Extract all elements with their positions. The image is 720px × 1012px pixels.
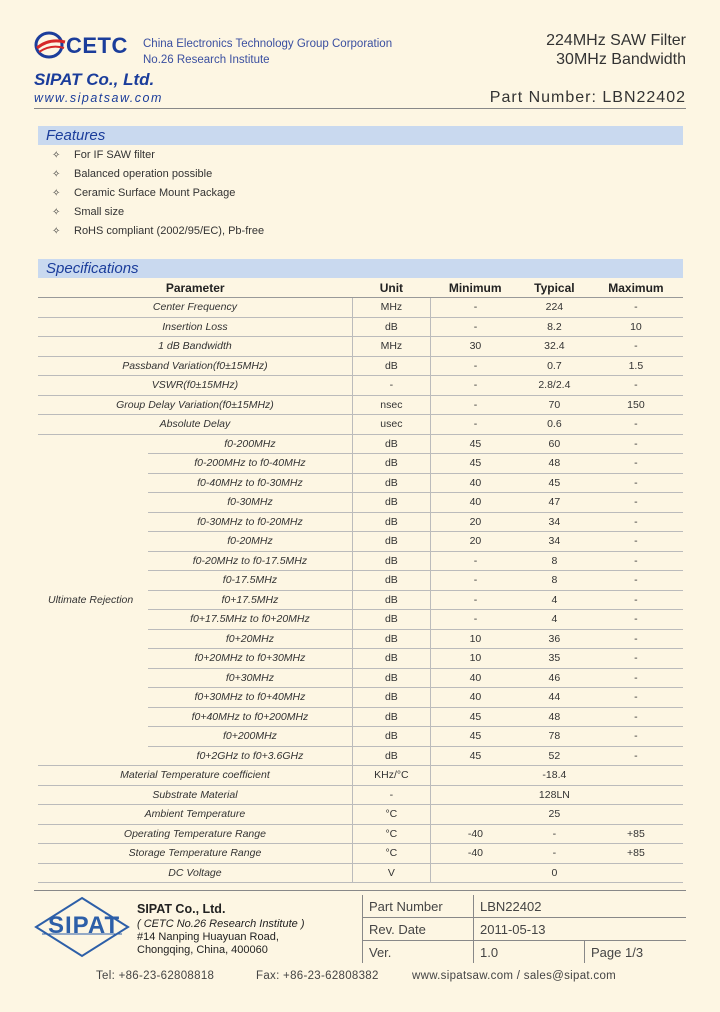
- unit-cell: dB: [352, 629, 430, 649]
- header-minimum: Minimum: [430, 278, 520, 298]
- min-cell: 10: [430, 649, 520, 669]
- unit-cell: MHz: [352, 337, 430, 357]
- unit-cell: dB: [352, 688, 430, 708]
- param-cell: f0-20MHz: [148, 532, 352, 552]
- max-cell: [589, 766, 683, 786]
- part-number: Part Number: LBN22402: [489, 89, 686, 106]
- min-cell: [430, 863, 520, 883]
- max-cell: 150: [589, 395, 683, 415]
- max-cell: -: [589, 493, 683, 513]
- unit-cell: -: [352, 376, 430, 396]
- table-row: [38, 766, 683, 786]
- max-cell: 1.5: [589, 356, 683, 376]
- typ-cell: -: [520, 824, 589, 844]
- unit-cell: MHz: [352, 298, 430, 318]
- info-page: Page 1/3: [585, 941, 687, 964]
- table-row: [38, 805, 683, 825]
- typ-cell: 48: [520, 454, 589, 474]
- feature-item: [52, 149, 155, 161]
- table-row: [38, 376, 683, 396]
- min-cell: -: [430, 610, 520, 630]
- unit-cell: KHz/°C: [352, 766, 430, 786]
- unit-cell: dB: [352, 317, 430, 337]
- min-cell: 40: [430, 473, 520, 493]
- unit-cell: °C: [352, 824, 430, 844]
- max-cell: -: [589, 512, 683, 532]
- company-name: SIPAT Co., Ltd.: [34, 70, 155, 89]
- param-cell: f0+17.5MHz: [148, 590, 352, 610]
- typ-cell: 44: [520, 688, 589, 708]
- min-cell: -40: [430, 824, 520, 844]
- param-cell: f0-30MHz: [148, 493, 352, 513]
- header-divider: [34, 108, 686, 109]
- unit-cell: dB: [352, 610, 430, 630]
- unit-cell: dB: [352, 454, 430, 474]
- typ-cell: 46: [520, 668, 589, 688]
- min-cell: -: [430, 395, 520, 415]
- param-cell: Substrate Material: [38, 785, 352, 805]
- max-cell: [589, 863, 683, 883]
- typ-cell: -18.4: [520, 766, 589, 786]
- footer-fax: Fax: +86-23-62808382: [256, 970, 379, 982]
- typ-cell: 4: [520, 590, 589, 610]
- footer-address-2: Chongqing, China, 400060: [137, 944, 268, 956]
- unit-cell: dB: [352, 473, 430, 493]
- param-cell: f0+2GHz to f0+3.6GHz: [148, 746, 352, 766]
- info-part-value: LBN22402: [474, 895, 687, 918]
- unit-cell: -: [352, 785, 430, 805]
- document-info-table: [362, 895, 686, 963]
- param-cell: Insertion Loss: [38, 317, 352, 337]
- footer-tel: Tel: +86-23-62808818: [96, 970, 215, 982]
- min-cell: 20: [430, 532, 520, 552]
- min-cell: 45: [430, 707, 520, 727]
- param-cell: f0+30MHz to f0+40MHz: [148, 688, 352, 708]
- feature-item: [52, 187, 235, 199]
- product-title-line-2: 30MHz Bandwidth: [556, 51, 686, 68]
- min-cell: -: [430, 590, 520, 610]
- feature-text: Balanced operation possible: [74, 168, 213, 180]
- table-row: [38, 863, 683, 883]
- max-cell: -: [589, 629, 683, 649]
- max-cell: -: [589, 551, 683, 571]
- unit-cell: dB: [352, 434, 430, 454]
- feature-item: [52, 206, 124, 218]
- unit-cell: nsec: [352, 395, 430, 415]
- unit-cell: °C: [352, 844, 430, 864]
- param-cell: DC Voltage: [38, 863, 352, 883]
- max-cell: +85: [589, 824, 683, 844]
- unit-cell: dB: [352, 532, 430, 552]
- min-cell: 40: [430, 668, 520, 688]
- unit-cell: V: [352, 863, 430, 883]
- max-cell: +85: [589, 844, 683, 864]
- typ-cell: 70: [520, 395, 589, 415]
- table-row: [38, 298, 683, 318]
- corporation-line-1: China Electronics Technology Group Corporation: [143, 38, 393, 50]
- max-cell: -: [589, 590, 683, 610]
- unit-cell: dB: [352, 649, 430, 669]
- param-cell: Center Frequency: [38, 298, 352, 318]
- typ-cell: 48: [520, 707, 589, 727]
- param-cell: Material Temperature coefficient: [38, 766, 352, 786]
- param-cell: Operating Temperature Range: [38, 824, 352, 844]
- param-cell: Ambient Temperature: [38, 805, 352, 825]
- max-cell: -: [589, 473, 683, 493]
- typ-cell: 60: [520, 434, 589, 454]
- max-cell: -: [589, 337, 683, 357]
- typ-cell: 0.6: [520, 415, 589, 435]
- min-cell: 45: [430, 727, 520, 747]
- table-row: [38, 824, 683, 844]
- param-cell: f0+40MHz to f0+200MHz: [148, 707, 352, 727]
- info-row-part: [363, 895, 687, 918]
- typ-cell: 45: [520, 473, 589, 493]
- typ-cell: 34: [520, 532, 589, 552]
- unit-cell: dB: [352, 571, 430, 591]
- bullet-icon: ✧: [52, 169, 61, 180]
- info-part-label: Part Number: [363, 895, 474, 918]
- max-cell: -: [589, 649, 683, 669]
- info-row-ver: [363, 941, 687, 964]
- param-cell: f0-20MHz to f0-17.5MHz: [148, 551, 352, 571]
- typ-cell: 8: [520, 551, 589, 571]
- feature-text: Ceramic Surface Mount Package: [74, 187, 236, 199]
- max-cell: -: [589, 688, 683, 708]
- param-cell: Passband Variation(f0±15MHz): [38, 356, 352, 376]
- max-cell: -: [589, 532, 683, 552]
- info-row-rev: [363, 918, 687, 941]
- typ-cell: 47: [520, 493, 589, 513]
- info-rev-label: Rev. Date: [363, 918, 474, 941]
- min-cell: -: [430, 356, 520, 376]
- unit-cell: dB: [352, 590, 430, 610]
- typ-cell: 34: [520, 512, 589, 532]
- param-cell: Storage Temperature Range: [38, 844, 352, 864]
- table-header-row: [38, 278, 683, 298]
- typ-cell: 0.7: [520, 356, 589, 376]
- max-cell: -: [589, 454, 683, 474]
- header-unit: Unit: [352, 278, 430, 298]
- min-cell: -: [430, 415, 520, 435]
- max-cell: -: [589, 434, 683, 454]
- typ-cell: 128LN: [520, 785, 589, 805]
- min-cell: 10: [430, 629, 520, 649]
- param-cell: f0+20MHz: [148, 629, 352, 649]
- header-maximum: Maximum: [589, 278, 683, 298]
- param-cell: f0-40MHz to f0-30MHz: [148, 473, 352, 493]
- cetc-swoosh-icon: [34, 30, 68, 60]
- typ-cell: 224: [520, 298, 589, 318]
- param-cell: f0+30MHz: [148, 668, 352, 688]
- info-rev-value: 2011-05-13: [474, 918, 687, 941]
- max-cell: [589, 785, 683, 805]
- footer-company: SIPAT Co., Ltd.: [137, 902, 226, 916]
- param-cell: f0-200MHz: [148, 434, 352, 454]
- max-cell: 10: [589, 317, 683, 337]
- max-cell: -: [589, 610, 683, 630]
- max-cell: [589, 805, 683, 825]
- param-cell: Absolute Delay: [38, 415, 352, 435]
- param-cell: f0+200MHz: [148, 727, 352, 747]
- table-row: [38, 356, 683, 376]
- max-cell: -: [589, 415, 683, 435]
- min-cell: 45: [430, 434, 520, 454]
- min-cell: -: [430, 376, 520, 396]
- corporation-line-2: No.26 Research Institute: [143, 54, 270, 66]
- typ-cell: 52: [520, 746, 589, 766]
- footer-web-mail[interactable]: www.sipatsaw.com / sales@sipat.com: [412, 970, 617, 982]
- typ-cell: 25: [520, 805, 589, 825]
- param-cell: f0-30MHz to f0-20MHz: [148, 512, 352, 532]
- table-row: [38, 785, 683, 805]
- max-cell: -: [589, 668, 683, 688]
- typ-cell: 78: [520, 727, 589, 747]
- param-cell: Group Delay Variation(f0±15MHz): [38, 395, 352, 415]
- feature-text: For IF SAW filter: [74, 149, 155, 161]
- corporation-name: [143, 36, 392, 68]
- info-ver-value: 1.0: [474, 941, 585, 964]
- unit-cell: dB: [352, 551, 430, 571]
- bullet-icon: ✧: [52, 188, 61, 199]
- min-cell: 45: [430, 746, 520, 766]
- typ-cell: 35: [520, 649, 589, 669]
- min-cell: [430, 785, 520, 805]
- min-cell: 40: [430, 493, 520, 513]
- max-cell: -: [589, 376, 683, 396]
- footer-divider: [34, 890, 686, 891]
- min-cell: [430, 805, 520, 825]
- product-title-line-1: 224MHz SAW Filter: [546, 32, 686, 49]
- table-row: [38, 395, 683, 415]
- sipat-logo: [34, 896, 130, 958]
- param-cell: f0-200MHz to f0-40MHz: [148, 454, 352, 474]
- max-cell: -: [589, 707, 683, 727]
- max-cell: -: [589, 746, 683, 766]
- table-row: [38, 415, 683, 435]
- unit-cell: dB: [352, 727, 430, 747]
- table-row: [38, 317, 683, 337]
- typ-cell: 2.8/2.4: [520, 376, 589, 396]
- typ-cell: 0: [520, 863, 589, 883]
- typ-cell: 36: [520, 629, 589, 649]
- product-title: [546, 31, 686, 69]
- unit-cell: °C: [352, 805, 430, 825]
- unit-cell: dB: [352, 493, 430, 513]
- typ-cell: 32.4: [520, 337, 589, 357]
- feature-item: [52, 168, 212, 180]
- min-cell: -: [430, 551, 520, 571]
- param-cell: 1 dB Bandwidth: [38, 337, 352, 357]
- typ-cell: 4: [520, 610, 589, 630]
- param-cell: VSWR(f0±15MHz): [38, 376, 352, 396]
- min-cell: -: [430, 571, 520, 591]
- specifications-heading: Specifications: [38, 259, 683, 278]
- param-cell: f0-17.5MHz: [148, 571, 352, 591]
- min-cell: -: [430, 317, 520, 337]
- min-cell: -40: [430, 844, 520, 864]
- max-cell: -: [589, 727, 683, 747]
- min-cell: 30: [430, 337, 520, 357]
- max-cell: -: [589, 298, 683, 318]
- min-cell: 40: [430, 688, 520, 708]
- typ-cell: -: [520, 844, 589, 864]
- footer-institute: ( CETC No.26 Research Institute ): [137, 918, 305, 930]
- min-cell: [430, 766, 520, 786]
- header-typical: Typical: [520, 278, 589, 298]
- bullet-icon: ✧: [52, 226, 61, 237]
- header-parameter: Parameter: [38, 278, 352, 298]
- param-cell: f0+20MHz to f0+30MHz: [148, 649, 352, 669]
- unit-cell: dB: [352, 668, 430, 688]
- bullet-icon: ✧: [52, 207, 61, 218]
- unit-cell: dB: [352, 356, 430, 376]
- unit-cell: usec: [352, 415, 430, 435]
- info-ver-label: Ver.: [363, 941, 474, 964]
- feature-text: RoHS compliant (2002/95/EC), Pb-free: [74, 225, 265, 237]
- footer-address-1: #14 Nanping Huayuan Road,: [137, 931, 279, 943]
- feature-text: Small size: [74, 206, 125, 218]
- table-row: [38, 337, 683, 357]
- param-cell: f0+17.5MHz to f0+20MHz: [148, 610, 352, 630]
- table-row: [38, 844, 683, 864]
- sipat-logo-text: SIPAT: [48, 912, 121, 939]
- feature-item: [52, 225, 264, 237]
- min-cell: 20: [430, 512, 520, 532]
- min-cell: 45: [430, 454, 520, 474]
- rejection-label: Ultimate Rejection: [38, 434, 148, 766]
- unit-cell: dB: [352, 746, 430, 766]
- max-cell: -: [589, 571, 683, 591]
- typ-cell: 8: [520, 571, 589, 591]
- specifications-table: [38, 278, 683, 883]
- cetc-logo-text: CETC: [66, 33, 128, 58]
- features-heading: Features: [38, 126, 683, 145]
- typ-cell: 8.2: [520, 317, 589, 337]
- table-row: [38, 434, 683, 454]
- bullet-icon: ✧: [52, 150, 61, 161]
- unit-cell: dB: [352, 707, 430, 727]
- min-cell: -: [430, 298, 520, 318]
- unit-cell: dB: [352, 512, 430, 532]
- website-link[interactable]: www.sipatsaw.com: [34, 91, 163, 105]
